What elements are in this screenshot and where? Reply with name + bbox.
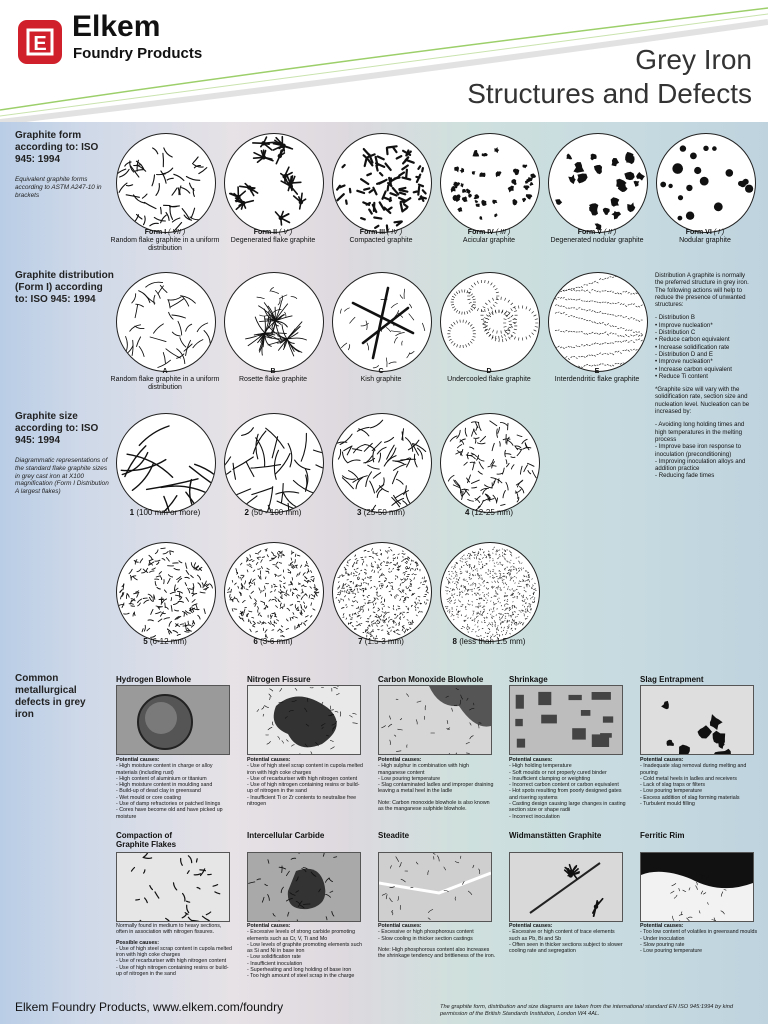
brand-name: Elkem [72,10,161,43]
defect-cause-item: - Use of damp refractories or patched linings [116,801,221,808]
defect-causes-list [116,946,234,977]
defect-title: Shrinkage [509,675,548,684]
defect-cause-item: - Excess addition of slag forming materials [640,794,740,801]
size-heading: Graphite size according to: ISO 945: 1994 [15,411,99,446]
defect-causes [509,757,627,820]
form-diagram-3 [332,133,432,233]
form-caption [430,229,548,245]
defect-cause-item: - Too high amount of steel scrap in the charge [247,973,355,980]
defect-cause-item: - Excessive levels of strong carbide promoting elements such as Cr, V, Ti and Mo [247,929,356,942]
size-range: (less than 1.5 mm) [459,637,526,646]
defect-causes-label: Potential causes: [640,757,684,763]
defect-micrograph-image [510,853,622,921]
side-note-item: • Improve nucleation* [655,321,713,329]
defect-cause-item: - Use of high nitrogen containing resins or build-up of nitrogen in the sand [247,782,360,795]
side-note-item: • Reduce Ti content [655,372,708,380]
size-caption [214,637,332,646]
defect-cause-item: - Insufficient clamping or weighting [509,775,591,782]
footer-credit: Elkem Foundry Products, www.elkem.com/foundry [15,1000,284,1014]
defect-cause-item: - Low pouring temperature [640,788,703,795]
defects-heading: Common metallurgical defects in grey iron [15,673,86,720]
size-range: (50 - 100 mm) [251,508,302,517]
brand-subtitle: Foundry Products [73,45,203,62]
defect-cause-item: - Cold metal heels in ladles and receivers [640,775,737,782]
defect-micrograph-image [510,686,622,754]
size-caption [322,637,440,646]
side-note-item: - Improve base iron response to inoculation (preconditioning) [655,443,742,458]
form-astm-equivalent: ( II ) [603,229,617,236]
defect-cause-item: - Excessive or high content of trace elements such as Pb, Bi and Sb [509,929,615,942]
defect-micrograph [247,685,361,755]
defect-causes-label: Potential causes: [247,923,291,929]
size-class-label: 8 [452,637,457,646]
size-note: Diagrammatic representations of the standard flake graphite sizes in grey cast iron at X100 magnification (Form I Distribution A largest flakes) [15,457,109,496]
form-label: Form IV [467,229,494,236]
form-description: Random flake graphite in a uniform distribution [110,237,220,253]
defect-cause-item: - Slow cooling in thicker section castings [378,935,473,942]
distribution-description: Interdendritic flake graphite [554,376,640,384]
form-description: Degenerated nodular graphite [550,237,644,245]
defect-cause-item: - Inadequate slag removal during melting and pouring [640,763,747,776]
distribution-diagram-d-micrograph [441,273,539,371]
defect-cause-item: - Incorrect carbon content or carbon equivalent [509,782,619,789]
defect-micrograph-image [641,686,753,754]
size-diagram-3 [332,413,432,513]
form-astm-equivalent: ( III ) [495,229,511,236]
size-diagram-1-micrograph [117,414,215,512]
side-note-item: • Increase carbon equivalent [655,365,732,373]
defect-causes-list [378,763,496,812]
defect-causes-label: Potential causes: [640,923,684,929]
defect-cause-item: - Insufficient Ti or Zr contents to neutralise free nitrogen [247,794,357,808]
side-note-item: - Distribution B [655,314,695,322]
form-description: Acicular graphite [462,237,516,245]
size-diagram-8-micrograph [441,543,539,641]
size-caption [106,637,224,646]
distribution-caption [538,368,656,384]
defect-micrograph-image [117,853,229,921]
size-diagram-6-micrograph [225,543,323,641]
defect-title: Widmanstätten Graphite [509,831,602,840]
distribution-caption [214,368,332,384]
defect-causes-list [640,929,758,954]
form-astm-equivalent: ( I ) [713,229,725,236]
distribution-label: A [162,368,168,375]
distribution-description: Random flake graphite in a uniform distribution [110,376,220,392]
form-label: Form II [253,229,278,236]
size-diagram-7-micrograph [333,543,431,641]
defect-causes [116,923,234,977]
defect-micrograph [509,685,623,755]
side-note-item: - Reducing fade times [655,472,715,480]
defect-cause-item: - Casting design causing large changes in casting section size or shape radii [509,801,626,814]
form-caption [646,229,764,245]
defect-cause-item: - High moisture content in charge or alloy materials (including rust) [116,763,213,776]
size-diagram-5 [116,542,216,642]
form-diagram-5-micrograph [549,134,647,232]
defect-micrograph [116,852,230,922]
size-diagram-2 [224,413,324,513]
defect-micrograph-image [117,686,229,754]
size-caption [214,508,332,517]
size-caption [430,508,548,517]
defect-cause-item: - Soft moulds or not properly cured binder [509,769,607,776]
defect-cause-item: - Lack of slag traps or filters [640,782,706,789]
defect-causes [509,923,627,954]
defect-cause-item: - Use of high steel scrap content in cupola melted iron with high coke charges [247,763,364,776]
distribution-diagram-c [332,272,432,372]
distribution-description: Rosette flake graphite [238,376,308,384]
forms-note: Equivalent graphite forms according to ASTM A247-10 in brackets [15,176,102,199]
defect-title: Ferritic Rim [640,831,685,840]
defect-cause-item: - Superheating and long holding of base iron [247,967,352,974]
form-caption [106,229,224,254]
distribution-heading: Graphite distribution (Form I) according to: ISO 945: 1994 [15,270,114,305]
form-caption [322,229,440,245]
side-note-item: - Avoiding long holding times and high temperatures in the melting process [655,421,745,443]
defect-micrograph [640,852,754,922]
defect-cause-item: - Use of high nitrogen containing resins or build-up of nitrogen in the sand [116,964,229,978]
side-note-intro: Distribution A graphite is normally the preferred structure in grey iron. The following actions will help to reduce the presence of unwanted structures: [655,272,749,309]
distribution-caption [430,368,548,384]
defect-cause-item: - High moisture content in moulding sand [116,782,213,789]
svg-text:E: E [33,33,47,55]
form-label: Form V [577,229,602,236]
distribution-description: Undercooled flake graphite [447,376,531,384]
defect-cause-item: - Low solidification rate [247,954,301,961]
form-caption [214,229,332,245]
page-title-line1: Grey Iron [635,44,752,75]
defect-causes-label: Potential causes: [509,923,553,929]
defect-causes [378,757,496,812]
side-note-item: - Distribution C [655,329,696,337]
defect-causes-label: Potential causes: [509,757,553,763]
size-caption [106,508,224,517]
defect-micrograph-image [641,853,753,921]
defect-micrograph-image [379,853,491,921]
defect-cause-item: - Slow pouring rate [640,941,685,948]
logo-mark-icon [18,20,62,64]
elkem-logo [18,20,62,64]
defect-causes [378,923,496,959]
defect-causes-list [378,929,496,959]
form-astm-equivalent: ( VII ) [168,229,186,236]
size-diagram-2-micrograph [225,414,323,512]
distribution-label: B [270,368,276,375]
defect-micrograph [378,685,492,755]
side-note-item: - Distribution D and E [655,350,713,358]
form-astm-equivalent: ( V ) [279,229,293,236]
form-diagram-2-micrograph [225,134,323,232]
defect-micrograph [116,685,230,755]
form-diagram-2 [224,133,324,233]
page-header [0,0,768,122]
distribution-caption [322,368,440,384]
size-class-label: 6 [253,637,258,646]
defect-causes [116,757,234,820]
form-label: Form III [359,229,386,236]
size-range: (3-6 mm) [260,637,293,646]
side-note-item: • Reduce carbon equivalent [655,336,730,344]
distribution-diagram-a-micrograph [117,273,215,371]
distribution-caption [106,368,224,393]
defect-causes [640,757,758,807]
distribution-diagram-d [440,272,540,372]
defect-cause-item: - Hot spots resulting from poorly designed gates and risering systems [509,788,622,801]
distribution-label: C [378,368,384,375]
side-note-item: • Increase solidification rate [655,343,730,351]
side-note-para2: *Graphite size will vary with the solidification rate, section size and nucleation level. Nucleation can be increased by: [655,386,750,416]
page-title-line2: Structures and Defects [467,78,752,109]
size-class-label: 5 [143,637,148,646]
defect-cause-item: - Insufficient inoculation [247,960,303,967]
defect-cause-item: - Turbulent mould filling [640,801,695,808]
defect-cause-item: - Under inoculation [640,935,685,942]
distribution-diagram-e-micrograph [549,273,647,371]
size-class-label: 7 [358,637,363,646]
defect-cause-item: - High sulphur in combination with high manganese content [378,763,469,776]
distribution-diagram-a [116,272,216,372]
side-note-list-2 [655,421,755,479]
defect-cause-item: - Slag contaminated ladles and improper draining leaving a metal heel in the ladle [378,782,494,795]
defect-causes-list [509,763,627,820]
defect-cause-item: - Use of high steel scrap content in cupola melted iron with high coke charges [116,945,233,959]
size-class-label: 3 [356,508,362,517]
defect-micrograph-image [379,686,491,754]
defect-micrograph-image [248,686,360,754]
defect-cause-item: - Low levels of graphite promoting elements such as Si and Ni in base iron [247,941,363,955]
defect-title: Nitrogen Fissure [247,675,311,684]
size-diagram-1 [116,413,216,513]
defect-micrograph [640,685,754,755]
size-diagram-5-micrograph [117,543,215,641]
form-description: Degenerated flake graphite [230,237,316,245]
defect-micrograph [378,852,492,922]
defect-causes [640,923,758,954]
size-class-label: 2 [244,508,249,517]
size-diagram-3-micrograph [333,414,431,512]
form-caption [538,229,656,245]
distribution-diagram-e [548,272,648,372]
distribution-diagram-b-micrograph [225,273,323,371]
defect-cause-item: Note: Carbon monoxide blowhole is also known as the manganese sulphide blowhole. [378,799,490,813]
side-note-list [655,314,755,380]
defect-causes [247,923,365,980]
defect-causes-list [247,763,365,807]
defect-intro: Normally found in medium to heavy sections, often in association with nitrogen fissures. [116,923,222,936]
size-caption [322,508,440,517]
size-caption [430,637,548,646]
defect-micrograph [509,852,623,922]
defect-causes-label: Potential causes: [378,923,422,929]
size-range: (1.5-3 mm) [364,637,404,646]
defect-causes [247,757,365,807]
form-diagram-3-micrograph [333,134,431,232]
distribution-diagram-b [224,272,324,372]
defect-title: Intercellular Carbide [247,831,325,840]
defect-causes-label: Possible causes: [116,939,159,946]
form-description: Compacted graphite [349,237,413,245]
defect-title: Carbon Monoxide Blowhole [378,675,484,684]
size-diagram-4 [440,413,540,513]
size-class-label: 1 [129,508,135,517]
forms-heading: Graphite form according to: ISO 945: 1994 [15,130,99,165]
size-diagram-4-micrograph [441,414,539,512]
distribution-side-note [655,272,755,480]
size-range: (12-25 mm) [471,508,514,517]
defect-causes-label: Potential causes: [116,757,160,763]
defect-causes-list [509,929,627,954]
size-diagram-8 [440,542,540,642]
defect-cause-item: - Low pouring temperature [640,948,703,955]
size-diagram-7 [332,542,432,642]
footer-source-note: The graphite form, distribution and size diagrams are taken from the international standard EN ISO 945:1994 by kind permission of the British Standards Institution, London W4 4AL. [440,1004,734,1017]
distribution-label: E [594,368,600,375]
defect-cause-item: Note: High phosphorous content also increases the shrinkage tendency and brittleness of the iron. [378,946,496,960]
defect-title: Compaction of Graphite Flakes [116,831,177,849]
defect-causes-label: Potential causes: [378,757,422,763]
distribution-label: D [486,368,492,375]
size-range: (6-12 mm) [149,637,187,646]
defect-title: Hydrogen Blowhole [116,675,192,684]
defect-cause-item: - Often seen in thicker sections subject to slower cooling rate and segregation [509,941,623,955]
form-diagram-6-micrograph [657,134,755,232]
defect-micrograph [247,852,361,922]
form-astm-equivalent: ( IV ) [387,229,403,236]
defect-cause-item: - Excessive or high phosphorous content [378,929,474,936]
defect-causes-label: Potential causes: [247,757,291,763]
defect-micrograph-image [248,853,360,921]
defect-causes-list [247,929,365,979]
defect-cause-item: - Build-up of dead clay in greensand [116,788,201,795]
defect-cause-item: - High holding temperature [509,763,572,770]
size-class-label: 4 [464,508,470,517]
form-label: Form VI [685,229,712,236]
side-note-item: - Improving inoculation alloys and addition practice [655,457,746,473]
form-diagram-4-micrograph [441,134,539,232]
form-description: Nodular graphite [679,237,731,245]
defect-cause-item: - Too low content of volatiles in greensand moulds [640,929,758,936]
defect-causes-list [116,763,234,820]
size-range: (100 mm or more) [136,508,201,517]
defect-cause-item: - Cores have become old and have picked up moisture [116,807,223,820]
defect-title: Steadite [378,831,410,840]
form-diagram-5 [548,133,648,233]
form-diagram-1-micrograph [117,134,215,232]
defect-causes-list [640,763,758,807]
defect-cause-item: - Use of recarburiser with high nitrogen content [247,775,358,782]
form-label: Form I [144,229,167,236]
size-diagram-6 [224,542,324,642]
form-diagram-1 [116,133,216,233]
defect-cause-item: - Use of recarburiser with high nitrogen content [116,958,227,965]
defect-cause-item: - Incorrect inoculation [509,813,560,820]
distribution-diagram-c-micrograph [333,273,431,371]
defect-cause-item: - Wet mould or core coating [116,794,181,801]
size-range: (25-50 mm) [363,508,406,517]
defect-title: Slag Entrapment [640,675,704,684]
defect-cause-item: - High content of aluminium or titanium [116,775,207,782]
form-diagram-6 [656,133,756,233]
side-note-item: • Improve nucleation* [655,358,713,366]
distribution-description: Kish graphite [360,376,402,384]
form-diagram-4 [440,133,540,233]
defect-cause-item: - Low pouring temperature [378,775,441,782]
